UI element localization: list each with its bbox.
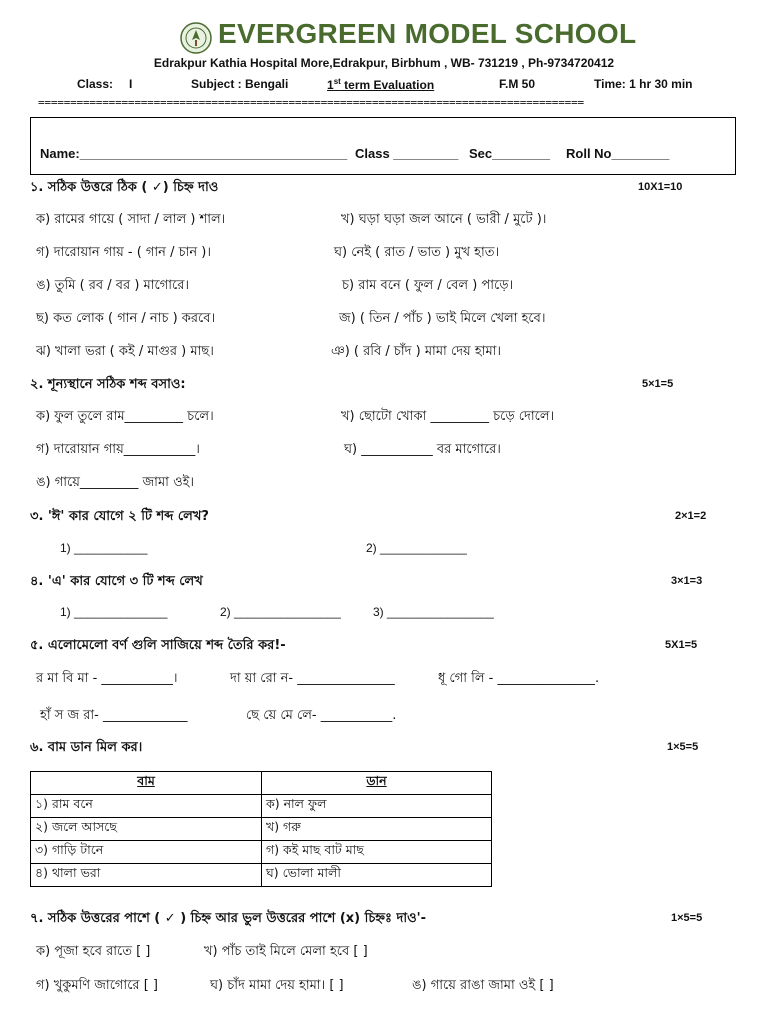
table-cell: ৩) গাড়ি টানে xyxy=(31,841,262,864)
q2-item: ক) ফুল তুলে রাম_________ চলে। xyxy=(36,409,214,424)
q4-marks: 3×1=3 xyxy=(671,575,703,587)
q7-marks: 1×5=5 xyxy=(671,912,703,924)
q3-blank[interactable]: 2) _____________ xyxy=(366,541,467,555)
q1-item: ঞ) ( রবি / চাঁদ ) মামা দেয় হামা। xyxy=(331,344,502,359)
q2-item: গ) দারোয়ান গায়___________। xyxy=(36,442,200,457)
q1-item: ঝ) খালা ভরা ( কই / মাগুর ) মাছ। xyxy=(36,344,214,359)
subject: Subject : Bengali xyxy=(191,77,289,91)
table-row xyxy=(31,795,492,818)
class-value: I xyxy=(129,77,133,91)
table-row xyxy=(31,818,492,841)
q5-item: ছে য়ে মে লে- ___________. xyxy=(246,708,397,723)
q5-item: র মা বি মা - ___________। xyxy=(36,671,178,686)
table-header-row xyxy=(31,772,492,795)
q3-marks: 2×1=2 xyxy=(675,510,707,522)
table-cell: গ) কই মাছ বাট মাছ xyxy=(262,841,492,864)
table-header-right: ডান xyxy=(262,772,492,795)
q1-marks: 10X1=10 xyxy=(638,181,683,193)
q4-blank[interactable]: 3) ________________ xyxy=(373,605,494,619)
table-row xyxy=(31,864,492,887)
divider-rule: ===================================================================================== xyxy=(38,96,584,109)
student-roll-field[interactable]: Roll No________ xyxy=(566,146,670,161)
school-logo-icon xyxy=(180,22,212,54)
table-cell: ৪) থালা ভরা xyxy=(31,864,262,887)
q2-item: ঘ) ___________ বর মাগোরে। xyxy=(344,442,501,457)
q6-marks: 1×5=5 xyxy=(667,741,699,753)
q1-item: ঙ) তুমি ( রব / বর ) মাগোরে। xyxy=(36,278,190,293)
exam-time: Time: 1 hr 30 min xyxy=(594,77,693,91)
q7-title: ৭. সঠিক উত্তরের পাশে ( ✓ ) চিহ্ন আর ভুল উত্তরের পাশে (x) চিহ্নঃ দাও'- xyxy=(30,911,427,926)
school-name: EVERGREEN MODEL SCHOOL xyxy=(218,18,637,49)
q7-item: গ) খুকুমণি জাগোরে [ ] xyxy=(36,978,158,993)
table-cell: ঘ) ভোলা মালী xyxy=(262,864,492,887)
q3-title: ৩. 'ঈ' কার যোগে ২ টি শব্দ লেখ? xyxy=(30,509,209,524)
q7-item: খ) পাঁচ তাই মিলে মেলা হবে [ ] xyxy=(204,944,368,959)
q6-title: ৬. বাম ডান মিল কর। xyxy=(30,740,143,755)
q1-item: চ) রাম বনে ( ফুল / বেল ) পাড়ে। xyxy=(342,278,514,293)
q2-item: ঙ) গায়ে_________ জামা ওই। xyxy=(36,475,195,490)
table-cell: খ) গরু xyxy=(262,818,492,841)
q3-blank[interactable]: 1) ___________ xyxy=(60,541,148,555)
q1-item: ঘ) নেই ( রাত / ভাত ) মুখ হাত। xyxy=(334,245,500,260)
q1-item: গ) দারোয়ান গায় - ( গান / চান )। xyxy=(36,245,211,260)
q2-title: ২. শূন্যস্থানে সঠিক শব্দ বসাও: xyxy=(30,377,186,392)
q7-item: ঘ) চাঁদ মামা দেয় হামা। [ ] xyxy=(210,978,344,993)
q5-marks: 5X1=5 xyxy=(665,639,698,651)
full-marks: F.M 50 xyxy=(499,77,536,91)
student-sec-field[interactable]: Sec________ xyxy=(469,146,550,161)
q4-blank[interactable]: 1) ______________ xyxy=(60,605,168,619)
q1-item: জ) ( তিন / পাঁচ ) ভাই মিলে খেলা হবে। xyxy=(339,311,546,326)
table-cell: ১) রাম বনে xyxy=(31,795,262,818)
q7-item: ক) পূজা হবে রাতে [ ] xyxy=(36,944,151,959)
table-header-left: বাম xyxy=(31,772,262,795)
q5-item: হাঁ স জ রা- _____________ xyxy=(40,708,188,723)
school-address: Edrakpur Kathia Hospital More,Edrakpur, Birbhum , WB- 731219 , Ph-9734720412 xyxy=(153,56,615,70)
q1-item: ছ) কত লোক ( গান / নাচ ) করবে। xyxy=(36,311,216,326)
term-evaluation: 1st term Evaluation xyxy=(327,77,435,92)
class-label: Class: xyxy=(77,77,114,91)
table-cell: ২) জলে আসছে xyxy=(31,818,262,841)
q1-item: ক) রামের গায়ে ( সাদা / লাল ) শাল। xyxy=(36,212,226,227)
student-name-field[interactable]: Name:_____________________________________ xyxy=(40,146,348,161)
q2-marks: 5×1=5 xyxy=(642,378,674,390)
q7-item: ঙ) গায়ে রাঙা জামা ওই [ ] xyxy=(412,978,554,993)
q1-item: খ) ঘড়া ঘড়া জল আনে ( ভারী / মুটে )। xyxy=(341,212,547,227)
table-row xyxy=(31,841,492,864)
q4-blank[interactable]: 2) ________________ xyxy=(220,605,341,619)
q5-item: দা য়া রো ন- _______________ xyxy=(230,671,395,686)
student-class-field[interactable]: Class _________ xyxy=(355,146,459,161)
q1-title: ১. সঠিক উত্তরে ঠিক ( ✓) চিহ্ন দাও xyxy=(30,180,219,195)
q2-item: খ) ছোটো খোকা _________ চড়ে দোলে। xyxy=(341,409,555,424)
matching-table xyxy=(30,771,492,887)
table-cell: ক) নাল ফুল xyxy=(262,795,492,818)
q5-title: ৫. এলোমেলো বর্ণ গুলি সাজিয়ে শব্দ তৈরি কর!- xyxy=(30,638,286,653)
q5-item: ধূ গো লি - _______________. xyxy=(438,671,600,686)
q4-title: ৪. 'এ' কার যোগে ৩ টি শব্দ লেখ xyxy=(30,574,203,589)
